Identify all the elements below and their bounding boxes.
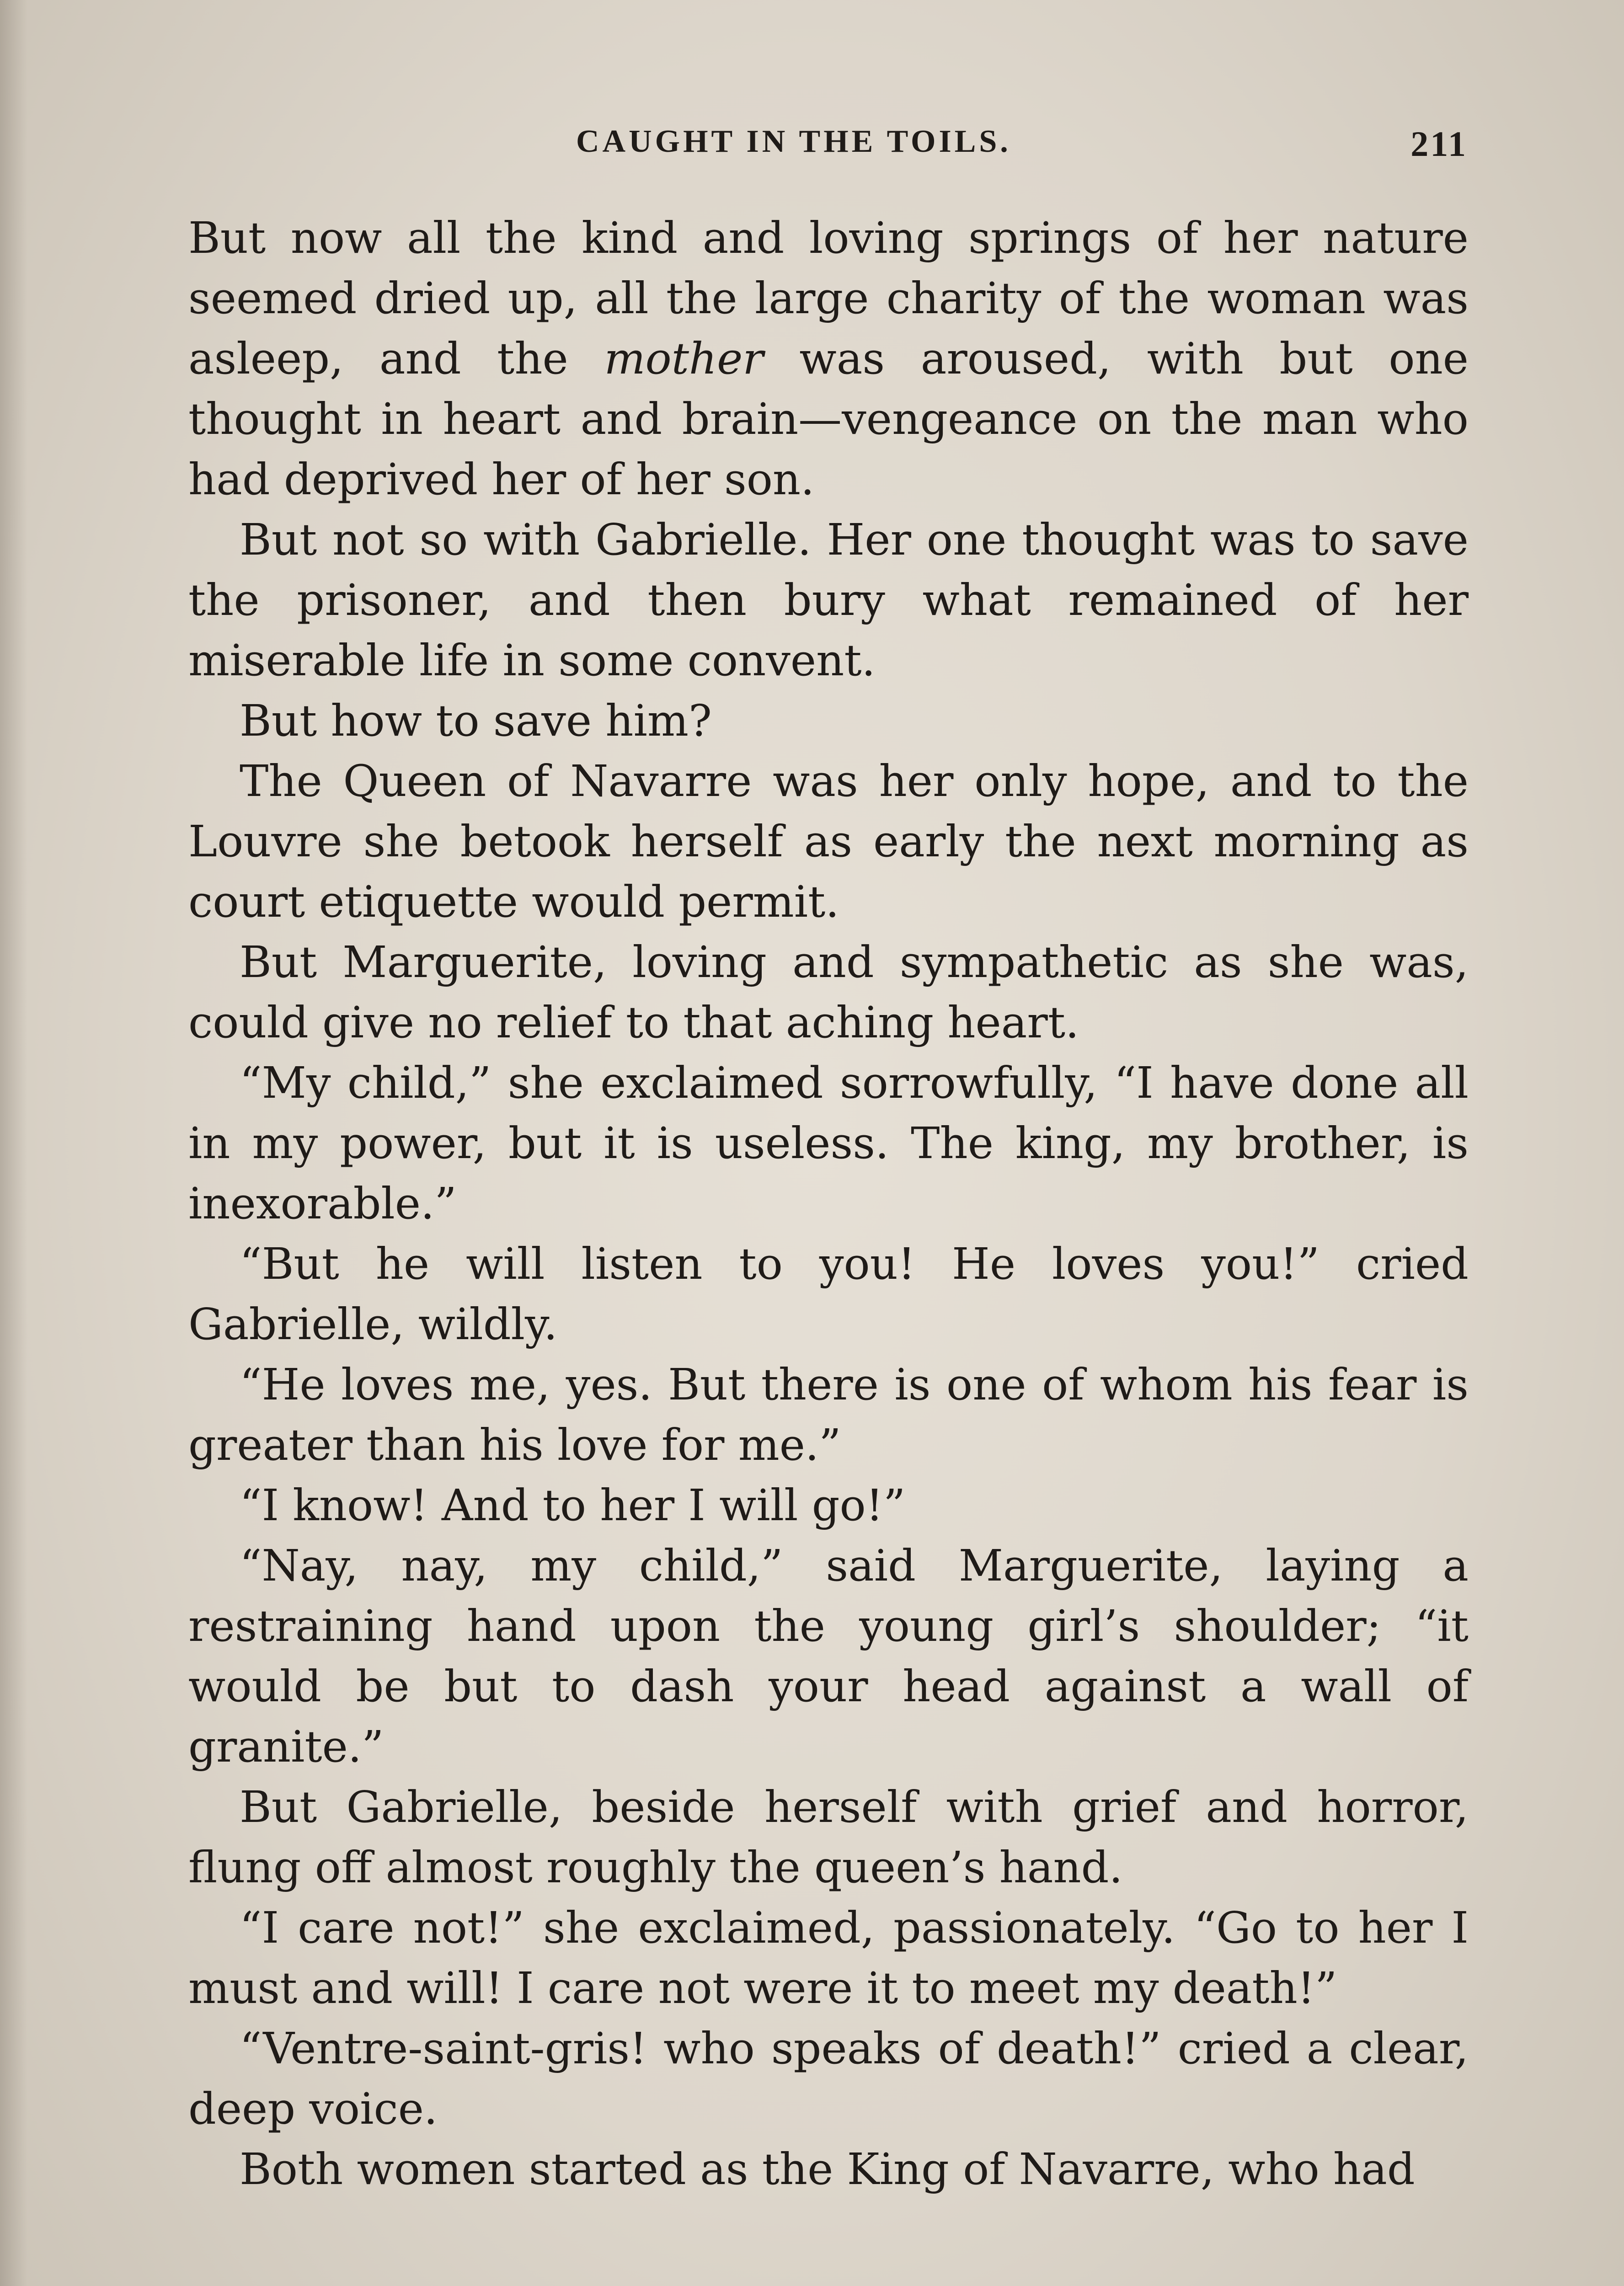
- paragraph: “He loves me, yes. But there is one of whom his fear is greater than his love for me.”: [188, 1360, 1469, 1470]
- paragraph: [188, 208, 1469, 510]
- paragraph-text: But now all the kind and loving springs of her nature seemed dried up, all the large charity of the woman was asleep, and the: [188, 213, 1469, 384]
- page-gutter-shadow: [0, 0, 27, 2286]
- paragraph: “Ventre-saint-gris! who speaks of death!” cried a clear, deep voice.: [188, 2024, 1469, 2134]
- body-text: [188, 208, 1469, 2200]
- paragraph: Both women started as the King of Navarre, who had: [240, 2144, 1415, 2195]
- paragraph: “I know! And to her I will go!”: [240, 1480, 906, 1531]
- paragraph: “Nay, nay, my child,” said Marguerite, laying a restraining hand upon the young girl’s shoulder; “it would be but to dash your head against a wall of granite.”: [188, 1541, 1469, 1772]
- paragraph: But Gabrielle, beside herself with grief and horror, flung off almost roughly the queen’s hand.: [188, 1782, 1469, 1893]
- paragraph-text: was aroused, with but one thought in heart and brain—vengeance on the man who had deprived her of her son.: [188, 334, 1469, 505]
- paragraph: “I care not!” she exclaimed, passionately. “Go to her I must and will! I care not were it to meet my death!”: [188, 1903, 1469, 2014]
- page-number: 211: [1410, 124, 1468, 164]
- emphasis-text: mother: [604, 334, 764, 384]
- running-head: CAUGHT IN THE TOILS.: [576, 124, 1011, 159]
- paragraph: But Marguerite, loving and sympathetic as she was, could give no relief to that aching heart.: [188, 937, 1469, 1048]
- paragraph: But not so with Gabrielle. Her one thought was to save the prisoner, and then bury what remained of her miserable life in some convent.: [188, 515, 1469, 686]
- paragraph: “My child,” she exclaimed sorrowfully, “I have done all in my power, but it is useless. The king, my brother, is inexorable.”: [188, 1058, 1469, 1229]
- page-header: [183, 123, 1468, 174]
- paragraph: The Queen of Navarre was her only hope, and to the Louvre she betook herself as early the next morning as court etiquette would permit.: [188, 756, 1469, 927]
- paragraph: But how to save him?: [240, 696, 712, 746]
- paragraph: “But he will listen to you! He loves you!” cried Gabrielle, wildly.: [188, 1239, 1469, 1350]
